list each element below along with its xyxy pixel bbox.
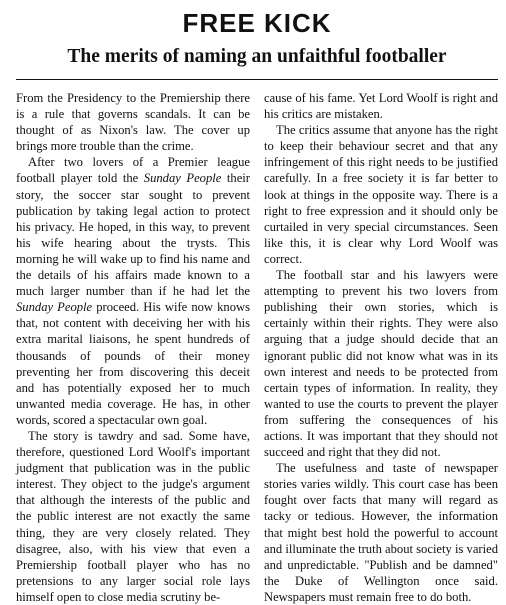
subheadline: The merits of naming an unfaithful footballer (67, 46, 447, 67)
text-run: proceed. His wife now knows that, not content with deceiving her with his extra marital liaisons, he spent hundreds of thousands of pounds of their money preventing her from discovering this deceit and has potentially exposed her to much unwanted media coverage. He has, in other words, scored a spectacular own goal. (16, 300, 250, 427)
paragraph: The story is tawdry and sad. Some have, therefore, questioned Lord Woolf's important judgment that publication was in the public interest. They object to the judge's argument that although the interests of the public and the public interest are not exactly the same thing, they are very closely related. They disagree, also, with his view that even a Premiership football player who has no pretensions to any larger social role lays himself open to close media scrutiny be- (16, 428, 250, 604)
paragraph: cause of his fame. Yet Lord Woolf is right and his critics are mistaken. (264, 91, 498, 122)
divider-rule (16, 79, 498, 80)
newspaper-name: Sunday People (143, 171, 222, 186)
paragraph: The critics assume that anyone has the right to keep their behaviour secret and that any infringement of this right needs to be justified carefully. In a free society it is far better to look at things in the opposite way. There is a right to free expression and it should only be curtailed in very special circumstances. Seen like this, it is clear why Lord Woolf was correct. (264, 123, 498, 266)
newspaper-name: Sunday People (16, 300, 93, 315)
article-body (16, 90, 498, 605)
column-right (264, 90, 498, 605)
paragraph: The usefulness and taste of newspaper stories varies wildly. This court case has been fought over facts that many will regard as tacky or tedious. However, the information that might best hold the powerful to account and illuminate the truth about society is varied and unpredictable. "Publish and be damned" the Duke of Wellington once said. Newspapers must remain free to do both. (264, 461, 498, 604)
paragraph: The football star and his lawyers were attempting to prevent his two lovers from publishing their own stories, which is certainly within their rights. They were also arguing that a judge should decide that an ignorant public did not know what was in its own interest and needs to be protected from certain types of information. In reality, they wanted to use the courts to prevent the player from suffering the consequences of his actions. It was important that they should not succeed and right that they did not. (264, 268, 498, 460)
column-left (16, 90, 250, 605)
headline: FREE KICK (182, 8, 332, 38)
text-run: their story, the soccer star sought to prevent publication by taking legal action to protect his privacy. He hoped, in this way, to prevent his wife hearing about the trysts. This morning he will wake up to find his name and the details of his affairs made known to a much larger number than if he had let the (16, 171, 250, 299)
paragraph (16, 154, 250, 428)
paragraph: From the Presidency to the Premiership there is a rule that governs scandals. It can be thought of as Nixon's law. The cover up brings more trouble than the crime. (16, 91, 250, 154)
text-run: After two lovers of a Premier league football player told the (16, 155, 250, 186)
